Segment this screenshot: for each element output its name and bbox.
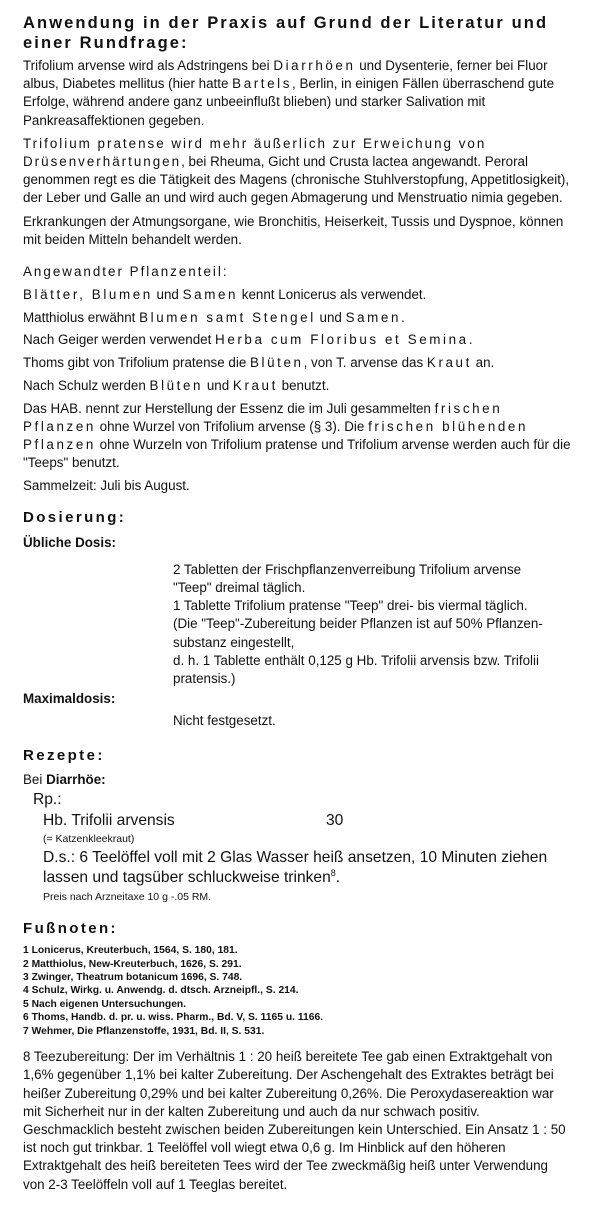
pflanzenteil-line-schulz: Nach Schulz werden Blüten und Kraut benutzt. [23, 378, 330, 394]
footnote-ref-8: 8 [330, 867, 336, 878]
section-heading-dosierung: Dosierung: [23, 509, 127, 527]
pflanzenteil-line-matthiolus: Matthiolus erwähnt Blumen samt Stengel und Samen. [23, 309, 405, 325]
rezept-item-name: Hb. Trifolii arvensis [43, 812, 175, 830]
rezept-indication: Bei Diarrhöe: [23, 771, 106, 787]
ueblich-dosis-label: Übliche Dosis: [23, 534, 117, 550]
footnote-item: 5 Nach eigenen Untersuchungen. [23, 998, 187, 1010]
rezept-signatur: D.s.: 6 Teelöffel voll mit 2 Glas Wasser heiß ansetzen, 10 Minuten ziehen lassen und tagsüber schluckweise trinken$^8$. [43, 849, 548, 887]
footnote-item: 2 Matthiolus, New-Kreuterbuch, 1626, S. 291. [23, 958, 242, 970]
ueblich-dosis-text: 2 Tabletten der Frischpflanzenverreibung Trifolium arvense "Teep" dreimal täglich. 1 Tablette Trifolium pratense "Teep" drei- bis viermal täglich. (Die "Teep"-Zubereitung beider Pflanzen ist auf 50% Pflanzen- substanz eingestellt, d. h. 1 Tablette enthält 0,125 g Hb. Trifolii arvensis bzw. Trifolii pratensis.) [173, 561, 543, 687]
rezept-item-quantity: 30 [326, 812, 344, 830]
paragraph-pratense: Trifolium pratense wird mehr äußerlich zur Erweichung von Drüsenverhärtungen, bei Rheuma, Gicht und Crusta lactea angewandt. Peroral genommen regt es die Tätigkeit des Magens (chronische Stuhlverstopfung, Appetitlosigkeit), der Leber und Galle an und wird auch gegen Abmagerung und Menstruatio nimia gegeben. [23, 135, 570, 206]
rezept-item-note: (= Katzenkleekraut) [43, 833, 135, 846]
pflanzenteil-line-thoms: Thoms gibt von Trifolium pratense die Blüten, von T. arvense das Kraut an. [23, 355, 495, 371]
paragraph-arvense: Trifolium arvense wird als Adstringens bei Diarrhöen und Dysenterie, ferner bei Fluor albus, Diabetes mellitus (hier hatte Bartels, Berlin, in einigen Fällen überraschend gute Erfolge, während andere ganz unbeeinflußt blieben) und starker Salivation mit Pankreasaffektionen gegeben. [23, 58, 555, 128]
footnote-item: 4 Schulz, Wirkg. u. Anwendg. d. dtsch. Arzneipfl., S. 214. [23, 985, 299, 997]
paragraph-atmungsorgane: Erkrankungen der Atmungsorgane, wie Bronchitis, Heiserkeit, Tussis und Dyspnoe, können mit beiden Mitteln behandelt werden. [23, 213, 564, 247]
footnote-item: 7 Wehmer, Die Pflanzenstoffe, 1931, Bd. II, S. 531. [23, 1025, 265, 1037]
footnote-item: 1 Lonicerus, Kreuterbuch, 1564, S. 180, 181. [23, 945, 238, 957]
maximaldosis-value: Nicht festgesetzt. [173, 713, 276, 729]
pflanzenteil-line-sammelzeit: Sammelzeit: Juli bis August. [23, 478, 190, 494]
rezept-price: Preis nach Arzneitaxe 10 g -.05 RM. [43, 891, 212, 904]
maximaldosis-label: Maximaldosis: [23, 691, 116, 707]
rezept-rp: Rp.: [33, 791, 62, 809]
footnote-item: 6 Thoms, Handb. d. pr. u. wiss. Pharm., Bd. V, S. 1165 u. 1166. [23, 1012, 324, 1024]
footnote-list [23, 944, 571, 1038]
section-heading-rezepte: Rezepte: [23, 746, 105, 764]
section-heading-anwendung: Anwendung in der Praxis auf Grund der Literatur und einer Rundfrage: [23, 14, 549, 52]
section-heading-fussnoten: Fußnoten: [23, 920, 118, 938]
rezept-body [23, 811, 571, 904]
subheading-pflanzenteil: Angewandter Pflanzenteil: [23, 264, 229, 280]
pflanzenteil-line-lonicerus: Blätter, Blumen und Samen kennt Lonicerus als verwendet. [23, 286, 427, 302]
footnote-item: 3 Zwinger, Theatrum botanicum 1696, S. 748. [23, 972, 243, 984]
footnote-8-teezubereitung: 8 Teezubereitung: Der im Verhältnis 1 : 20 heiß bereitete Tee gab einen Extraktgehalt von 1,6% gegenüber 1,1% bei kalter Zubereitung. Der Aschengehalt des Extraktes beträgt bei heißer Zubereitung 0,29% und bei kalter Zubereitung 0,26%. Die Peroxydasereaktion war mit Sicherheit nur in der kalten Zubereitung und auch da nur schwach positiv. Geschmacklich besteht zwischen beiden Zubereitungen kein Unterschied. Ein Ansatz 1 : 50 ist noch gut trinkbar. 1 Teelöffel voll wiegt etwa 0,6 g. Im Hinblick auf den höheren Extraktgehalt des heiß bereiteten Tees wird der Tee zweckmäßig heiß unter Verwendung von 2-3 Teelöffeln voll auf 1 Teeglas bereitet. [23, 1049, 566, 1192]
rezept-item [43, 811, 571, 831]
pflanzenteil-line-hab: Das HAB. nennt zur Herstellung der Essenz die im Juli gesammelten frischen Pflanzen ohne Wurzel von Trifolium arvense (§ 3). Die frischen blühenden Pflanzen ohne Wurzeln von Trifolium pratense und Trifolium arvense werden auch für die "Teeps" benutzt. [23, 400, 571, 471]
pflanzenteil-line-geiger: Nach Geiger werden verwendet Herba cum Floribus et Semina. [23, 332, 473, 348]
